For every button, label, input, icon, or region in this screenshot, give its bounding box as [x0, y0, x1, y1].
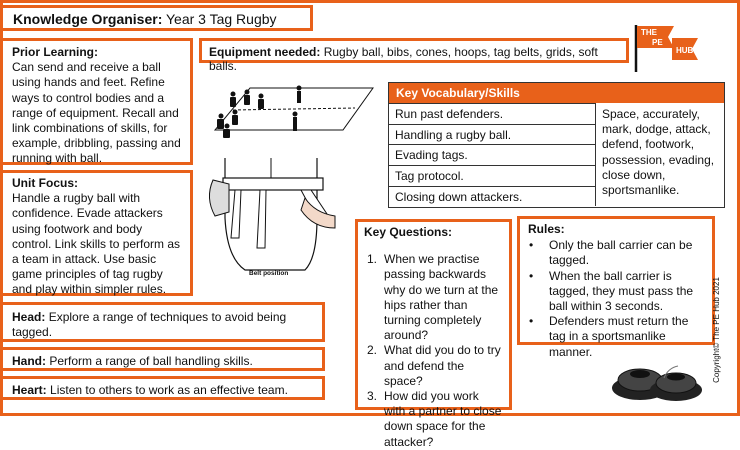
logo-line2: PE	[652, 38, 663, 47]
bullet-icon: •	[529, 314, 534, 329]
vocabulary-rows	[389, 103, 596, 206]
question-number: 1.	[367, 252, 378, 267]
list-item	[364, 343, 503, 389]
title-subtitle: Year 3 Tag Rugby	[166, 11, 277, 27]
question-number: 3.	[367, 389, 378, 404]
equipment-box	[199, 38, 629, 73]
head-box	[3, 302, 325, 342]
prior-learning-label: Prior Learning:	[12, 45, 99, 59]
heart-label: Heart:	[12, 383, 47, 397]
unit-focus-box	[3, 170, 193, 296]
table-row: Evading tags.	[389, 144, 596, 165]
rule-text: When the ball carrier is tagged, they must pass the ball within 3 seconds.	[549, 268, 694, 314]
unit-focus-label: Unit Focus:	[12, 176, 78, 190]
hand-box	[3, 347, 325, 371]
title-label: Knowledge Organiser:	[13, 11, 163, 27]
page-title	[3, 5, 313, 31]
equipment-text: Rugby ball, bibs, cones, hoops, tag belts, grids, soft balls.	[209, 45, 598, 73]
tag-rugby-players-illustration	[205, 82, 375, 144]
heart-text: Listen to others to work as an effective team.	[50, 383, 288, 397]
list-item	[528, 238, 706, 268]
vocabulary-words: Space, accurately, mark, dodge, attack, defend, footwork, possession, evading, close down, sportsmanlike.	[602, 107, 715, 198]
table-row: Tag protocol.	[389, 165, 596, 186]
hand-text: Perform a range of ball handling skills.	[49, 354, 253, 368]
bullet-icon: •	[529, 238, 534, 253]
flag-logo-icon	[634, 22, 704, 74]
copyright-label: Copyright© The PE Hub 2021	[712, 277, 721, 383]
bullet-icon: •	[529, 268, 534, 283]
list-item	[364, 389, 503, 450]
rule-text: Only the ball carrier can be tagged.	[549, 238, 693, 268]
key-questions-label: Key Questions:	[364, 225, 453, 239]
pe-hub-logo	[634, 22, 704, 79]
vocabulary-header: Key Vocabulary/Skills	[389, 83, 724, 103]
table-row: Handling a rugby ball.	[389, 124, 596, 145]
hand-label: Hand:	[12, 354, 46, 368]
question-text: When we practise passing backwards why do we turn at the hips rather than turning completely around?	[384, 252, 499, 343]
head-text: Explore a range of techniques to avoid being tagged.	[12, 310, 287, 340]
prior-learning-text: Can send and receive a ball using hands and feet. Refine ways to control bodies and a range of equipment. Recall and link combinations of skills, for example, dribbling, passing and running with ball.	[12, 60, 181, 166]
heart-box	[3, 376, 325, 400]
equipment-label: Equipment needed:	[209, 45, 321, 59]
logo-line3: HUB	[676, 46, 694, 55]
list-item	[364, 252, 503, 343]
head-label: Head:	[12, 310, 46, 324]
question-text: How did you work with a partner to close down space for the attacker?	[384, 389, 502, 449]
belt-caption: Belt position	[249, 270, 289, 277]
vocabulary-table	[388, 82, 725, 208]
rules-box	[517, 216, 715, 359]
cones-illustration	[606, 350, 704, 404]
list-item	[528, 269, 706, 315]
question-text: What did you do to try and defend the space?	[384, 343, 501, 388]
prior-learning-box	[3, 38, 193, 165]
table-row: Run past defenders.	[389, 103, 596, 124]
key-questions-box	[355, 219, 512, 449]
table-row: Closing down attackers.	[389, 186, 596, 207]
key-questions-list	[364, 252, 503, 450]
unit-focus-text: Handle a rugby ball with confidence. Evade attackers using footwork and body control. Link skills to perform as a team in attack. Use basic game principles of tag rugby and play within simpler rules.	[12, 191, 181, 297]
rules-list	[528, 238, 706, 360]
rules-label: Rules:	[528, 222, 565, 236]
rule-text: Defenders must return the tag in a sportsmanlike manner.	[549, 314, 689, 359]
question-number: 2.	[367, 343, 378, 358]
belt-position-illustration	[205, 158, 335, 270]
logo-line1: THE	[641, 28, 657, 37]
